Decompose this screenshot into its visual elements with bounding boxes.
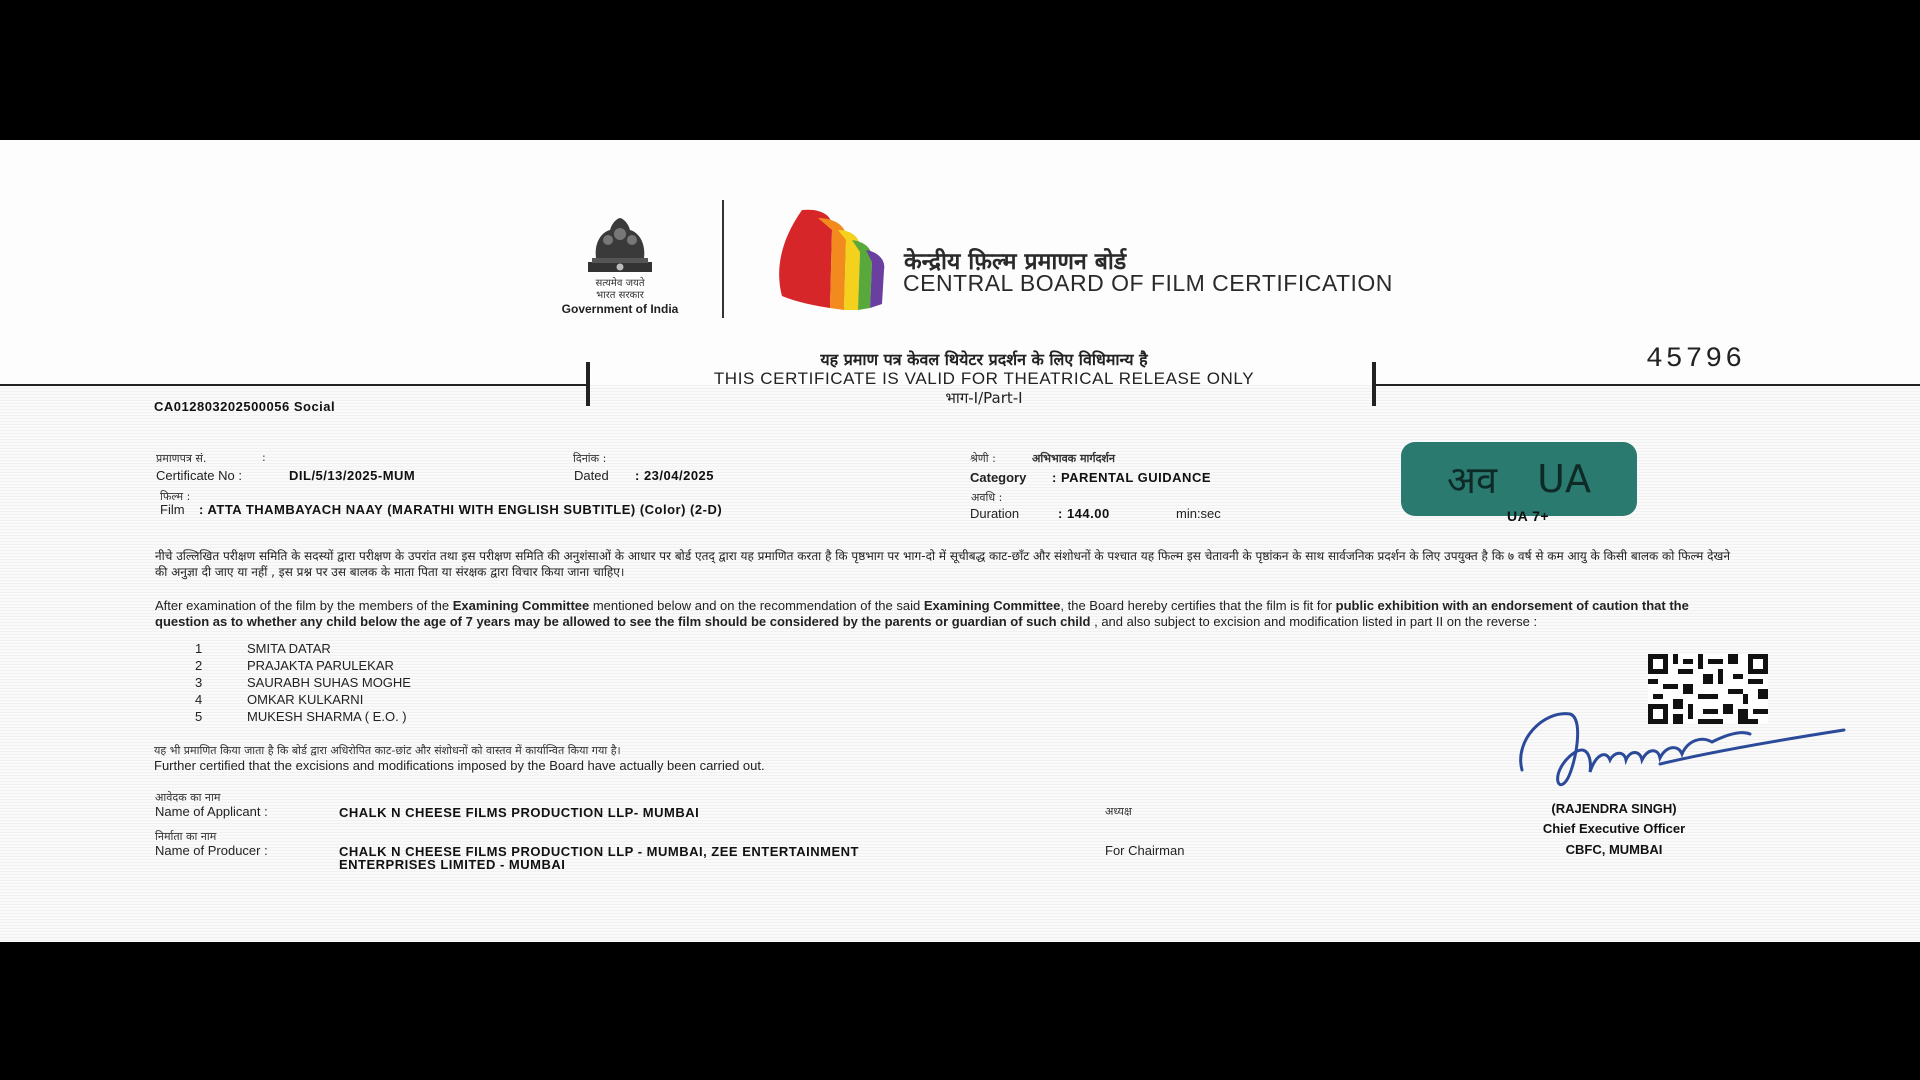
duration-value: : 144.00 — [1058, 506, 1110, 521]
member-row — [155, 675, 411, 690]
rating-sub: UA 7+ — [1507, 508, 1550, 524]
emblem-motto: सत्यमेव जयते — [595, 278, 645, 289]
rating-hindi: अव — [1447, 458, 1498, 502]
para-bold: Examining Committee — [923, 598, 1061, 613]
member-number: 2 — [195, 658, 203, 673]
member-name: SMITA DATAR — [247, 641, 331, 656]
band-line-right — [1374, 384, 1920, 386]
category-value: : PARENTAL GUIDANCE — [1052, 470, 1211, 485]
gov-emblem-block — [546, 212, 694, 316]
para-text: mentioned below and on the recommendation of the said — [589, 598, 924, 613]
film-label: Film — [160, 502, 185, 517]
chairman-label: For Chairman — [1105, 843, 1185, 858]
certificate-page — [0, 140, 1920, 942]
certificate-no-label: Certificate No : — [156, 468, 242, 483]
member-row — [155, 709, 407, 724]
duration-label-hindi: अवधि : — [971, 491, 1003, 504]
signatory-office: CBFC, MUMBAI — [1565, 842, 1663, 857]
member-name: MUKESH SHARMA ( E.O. ) — [247, 709, 407, 724]
producer-value-line1: CHALK N CHEESE FILMS PRODUCTION LLP - MUMBAI, ZEE ENTERTAINMENT — [339, 844, 859, 859]
member-name: OMKAR KULKARNI — [247, 692, 364, 707]
board-name-english: CENTRAL BOARD OF FILM CERTIFICATION — [903, 270, 1393, 296]
reference-number: CA012803202500056 Social — [154, 399, 336, 414]
member-name: SAURABH SUHAS MOGHE — [247, 675, 411, 690]
band-bar-left — [586, 362, 590, 406]
para-bold: public exhibition with an endorsement of caution that the question as to whether any child below the age of 7 years may be allowed to see the film should be considered by the parents or guardian of such child — [155, 598, 1689, 629]
member-row — [155, 658, 394, 673]
further-english: Further certified that the excisions and modifications imposed by the Board have actually been carried out. — [154, 758, 765, 773]
producer-label-hindi: निर्माता का नाम — [155, 830, 217, 843]
member-row — [155, 641, 331, 656]
duration-label: Duration — [970, 506, 1020, 521]
certification-paragraph-hindi: नीचे उल्लिखित परीक्षण समिति के सदस्यों द्वारा परीक्षण के उपरांत तथा इस परीक्षण समिति की अनुशंसाओं के आधार पर बोर्ड एतद् द्वारा यह प्रमाणित करता है कि पृष्ठभाग पर भाग-दो में सूचीबद्ध काट-छाँट और संशोधनों के पश्चात यह फिल्म इस चेतावनी के पृष्ठांकन के साथ सार्वजनिक प्रदर्शन के लिए उपयुक्त है कि ७ वर्ष से कम आयु के किसी बालक को फिल्म देखने की अनुज्ञा दी जाए या नहीं , इस प्रश्न पर उस बालक के माता पिता या संरक्षक द्वारा विचार किया जाना चाहिए। — [155, 549, 1731, 579]
para-text: , the Board hereby certifies that the film is fit for — [1060, 598, 1336, 613]
certification-paragraph-english — [155, 598, 1745, 630]
duration-unit: min:sec — [1176, 506, 1221, 521]
certificate-no-colon: : — [262, 451, 266, 464]
rating-badge — [1401, 442, 1637, 516]
producer-value-line2: ENTERPRISES LIMITED - MUMBAI — [339, 857, 566, 872]
applicant-label: Name of Applicant : — [155, 804, 268, 819]
band-line-left — [0, 384, 590, 386]
chairman-label-hindi: अध्यक्ष — [1105, 805, 1132, 818]
member-number: 3 — [195, 675, 203, 690]
member-number: 5 — [195, 709, 203, 724]
para-text: , and also subject to excision and modification listed in part II on the reverse : — [1090, 614, 1538, 629]
signatory-name: (RAJENDRA SINGH) — [1551, 801, 1677, 816]
date-value: : 23/04/2025 — [635, 468, 715, 483]
date-label-hindi: दिनांक : — [573, 452, 607, 465]
category-label-hindi: श्रेणी : — [970, 452, 996, 465]
member-name: PRAJAKTA PARULEKAR — [247, 658, 394, 673]
gov-english: Government of India — [561, 302, 679, 316]
signatory-title: Chief Executive Officer — [1542, 821, 1686, 836]
validity-notice — [596, 350, 1372, 408]
notice-english: THIS CERTIFICATE IS VALID FOR THEATRICAL RELEASE ONLY — [713, 369, 1255, 388]
para-bold: Examining Committee — [452, 598, 590, 613]
rating-english: UA — [1537, 457, 1591, 501]
member-row — [155, 692, 363, 707]
board-name-hindi: केन्द्रीय फ़िल्म प्रमाणन बोर्ड — [904, 249, 1127, 275]
further-hindi: यह भी प्रमाणित किया जाता है कि बोर्ड द्वारा अधिरोपित काट-छांट और संशोधनों को वास्तव में कार्यान्वित किया गया है। — [154, 744, 621, 757]
band-bar-right — [1372, 362, 1376, 406]
member-number: 4 — [195, 692, 203, 707]
ashoka-emblem-icon — [580, 212, 660, 278]
film-label-hindi: फिल्म : — [160, 490, 191, 503]
member-number: 1 — [195, 641, 203, 656]
notice-part: भाग-I/Part-I — [945, 389, 1023, 407]
category-label: Category — [970, 470, 1027, 485]
signature-icon — [1510, 700, 1850, 800]
para-text: After examination of the film by the members of the — [155, 598, 453, 613]
producer-label: Name of Producer : — [155, 843, 268, 858]
film-value: : ATTA THAMBAYACH NAAY (MARATHI WITH ENGLISH SUBTITLE) (Color) (2-D) — [199, 502, 723, 517]
serial-number: 45796 — [1646, 344, 1746, 375]
notice-hindi: यह प्रमाण पत्र केवल थियेटर प्रदर्शन के लिए विधिमान्य है — [820, 350, 1148, 369]
cbfc-logo-icon — [772, 204, 890, 314]
date-label: Dated — [574, 468, 609, 483]
applicant-value: CHALK N CHEESE FILMS PRODUCTION LLP- MUMBAI — [339, 805, 700, 820]
gov-hindi: भारत सरकार — [596, 290, 644, 301]
applicant-label-hindi: आवेदक का नाम — [155, 791, 221, 804]
certificate-no-label-hindi: प्रमाणपत्र सं. — [156, 452, 207, 465]
certificate-no-value: DIL/5/13/2025-MUM — [289, 468, 416, 483]
header-divider — [722, 200, 724, 318]
category-value-hindi: अभिभावक मार्गदर्शन — [1032, 452, 1116, 465]
